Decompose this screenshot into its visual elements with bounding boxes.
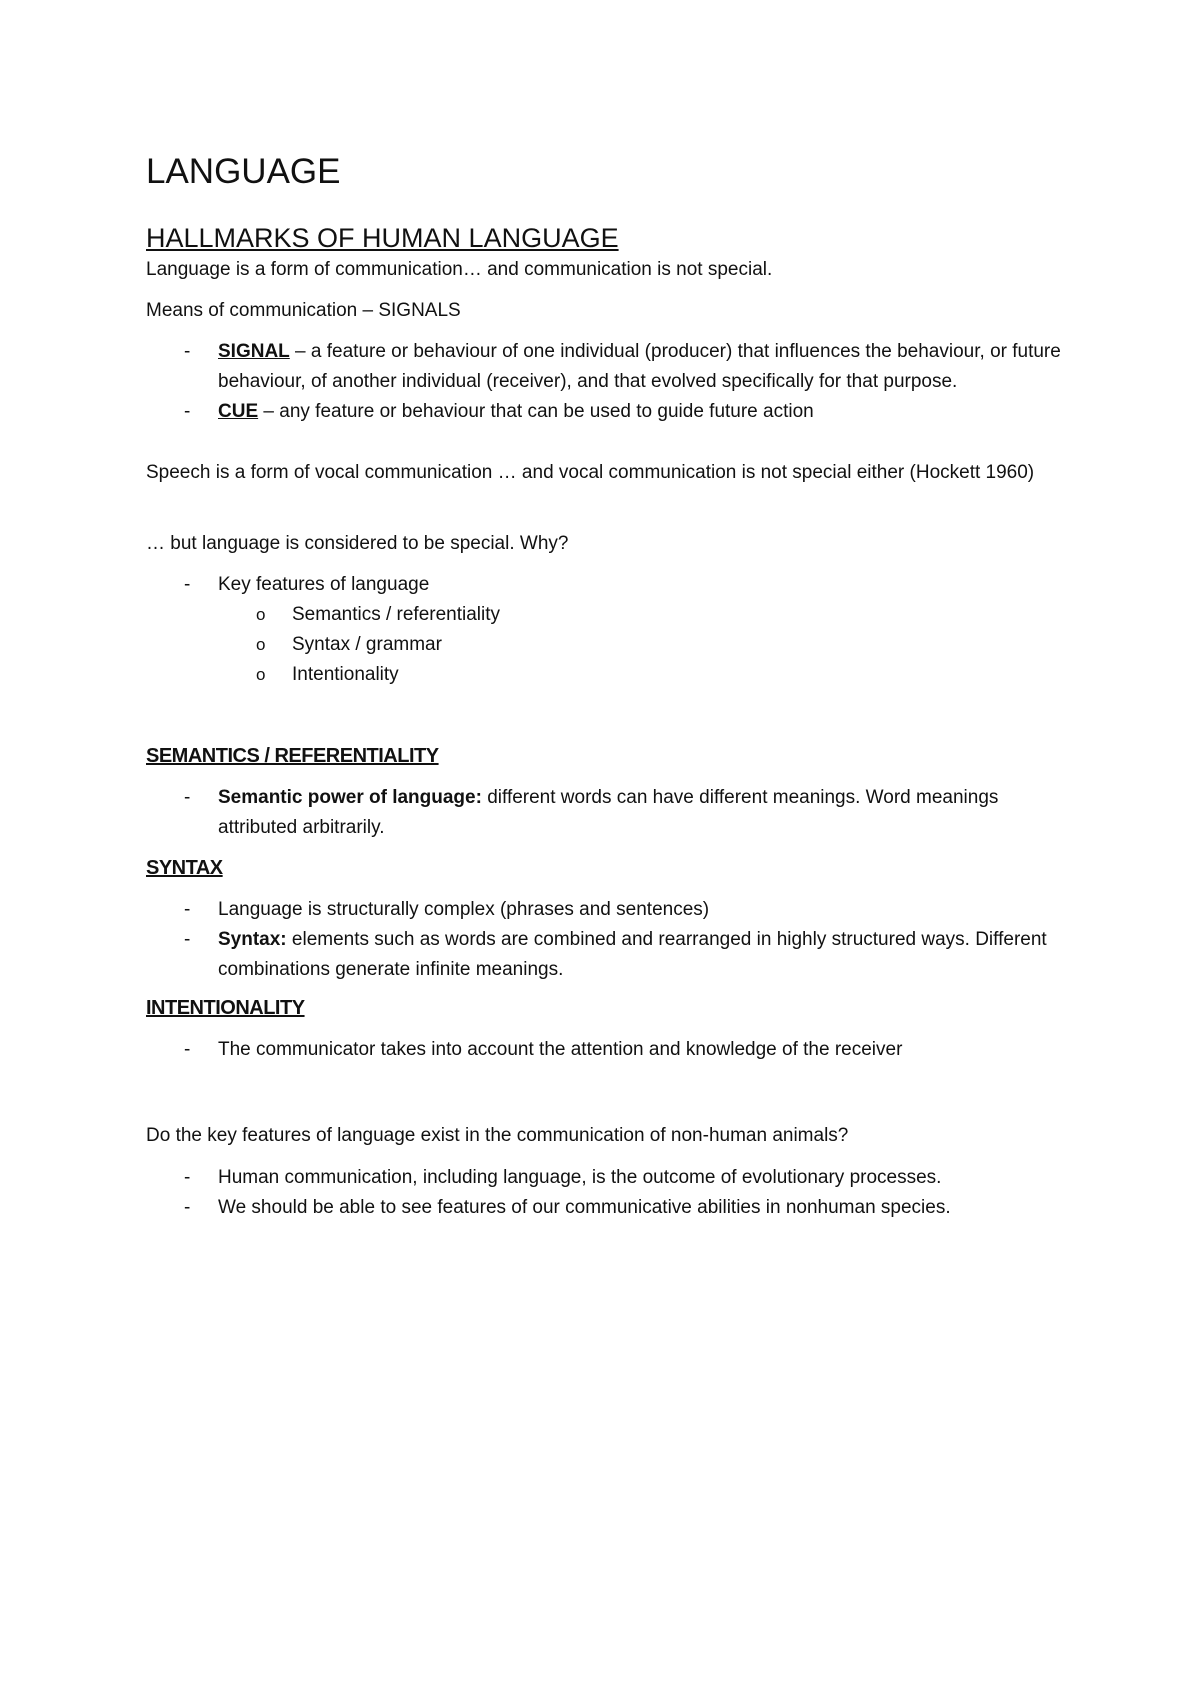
term-signal: SIGNAL [218, 341, 290, 362]
section-heading-intentionality: INTENTIONALITY [146, 997, 305, 1019]
key-features-sublist [146, 600, 1066, 690]
page-title: LANGUAGE [146, 152, 341, 191]
intentionality-list [146, 1035, 1066, 1065]
term-syntax: Syntax: [218, 929, 287, 950]
list-item-nonhuman: - We should be able to see features of our communicative abilities in nonhuman species. [146, 1193, 1066, 1223]
section-heading-hallmarks: HALLMARKS OF HUMAN LANGUAGE [146, 223, 619, 253]
sub-item-syntax: o Syntax / grammar [146, 630, 1066, 660]
signal-cue-list [146, 337, 1066, 427]
list-item-syntax [146, 925, 1066, 985]
section-heading-semantics: SEMANTICS / REFERENTIALITY [146, 745, 439, 767]
paragraph-special: … but language is considered to be special. Why? [146, 533, 569, 554]
definition-syntax: elements such as words are combined and rearranged in highly structured ways. Different combinations generate infinite meanings. [218, 929, 1047, 980]
definition-cue: – any feature or behaviour that can be used to guide future action [258, 401, 814, 422]
paragraph-question: Do the key features of language exist in the communication of non-human animals? [146, 1125, 849, 1146]
term-semantic-power: Semantic power of language: [218, 787, 482, 808]
list-item-semantic-power [146, 783, 1066, 843]
list-item-communicator: - The communicator takes into account the attention and knowledge of the receiver [146, 1035, 1066, 1065]
closing-list [146, 1163, 1066, 1223]
paragraph-means: Means of communication – SIGNALS [146, 300, 461, 321]
sub-item-semantics: o Semantics / referentiality [146, 600, 1066, 630]
section-heading-syntax: SYNTAX [146, 857, 223, 879]
paragraph-communication: Language is a form of communication… and communication is not special. [146, 259, 773, 280]
sub-item-intentionality: o Intentionality [146, 660, 1066, 690]
list-item-signal [146, 337, 1066, 397]
list-item-key-features [146, 570, 1066, 600]
list-item-cue [146, 397, 1066, 427]
term-cue: CUE [218, 401, 259, 422]
list-item-structural: - Language is structurally complex (phrases and sentences) [146, 895, 1066, 925]
list-item-evolution: - Human communication, including language, is the outcome of evolutionary processes. [146, 1163, 1066, 1193]
syntax-list [146, 895, 1066, 985]
key-features-list [146, 570, 1066, 600]
semantics-list [146, 783, 1066, 843]
paragraph-speech: Speech is a form of vocal communication … and vocal communication is not special either (Hockett 1960) [146, 462, 1035, 483]
definition-semantic-power: different words can have different meanings. Word meanings attributed arbitrarily. [218, 787, 999, 838]
definition-signal: – a feature or behaviour of one individual (producer) that influences the behaviour, or future behaviour, of another individual (receiver), and that evolved specifically for that purpose. [218, 341, 1061, 392]
key-features-label: Key features of language [218, 574, 430, 595]
